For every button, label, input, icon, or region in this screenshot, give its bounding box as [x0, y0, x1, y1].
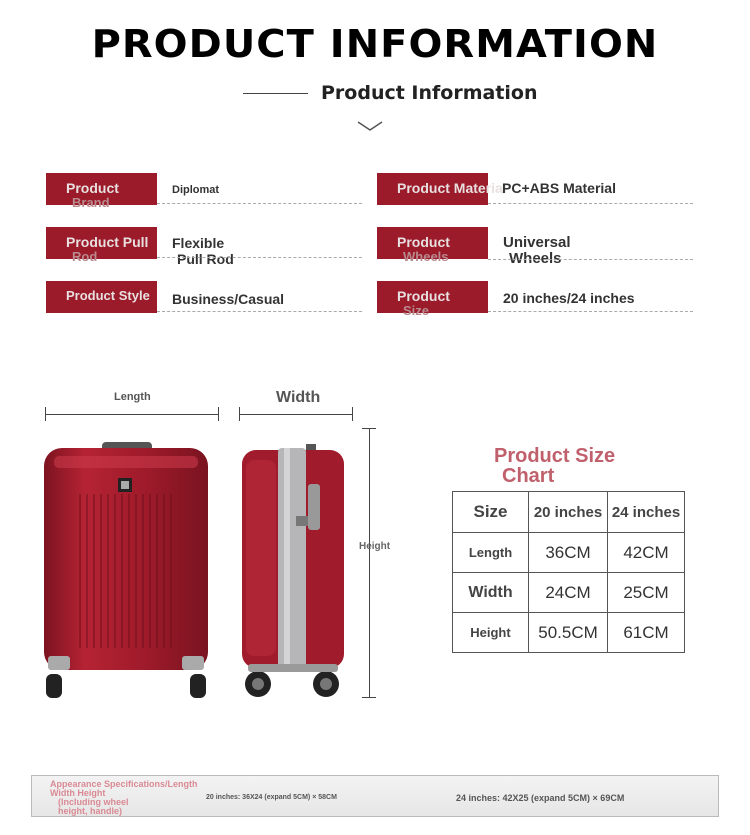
spec-material-label: Product Material [377, 173, 488, 205]
spec-divider [157, 257, 362, 258]
row-header: Length [453, 533, 529, 573]
spec-divider [488, 311, 693, 312]
appearance-spec-label: Appearance Specifications/Length Width Height (Including wheel height, handle) [50, 779, 198, 816]
section-heading [243, 82, 538, 104]
heading-rule [243, 93, 308, 94]
width-label: Width [276, 389, 321, 406]
table-cell: 50.5CM [529, 613, 608, 653]
appearance-spec-bar [31, 775, 719, 817]
spec-20-inch: 20 inches: 36X24 (expand 5CM) × 58CM [206, 794, 337, 801]
row-header: Height [453, 613, 529, 653]
table-row [453, 533, 685, 573]
table-header-cell: 24 inches [608, 492, 685, 533]
table-cell: 24CM [529, 573, 608, 613]
length-label: Length [114, 391, 151, 403]
spec-divider [488, 203, 693, 204]
table-header-cell: Size [453, 492, 529, 533]
luggage-front-image [40, 438, 212, 702]
table-header-row [453, 492, 685, 533]
table-cell: 25CM [608, 573, 685, 613]
height-indicator [362, 428, 376, 698]
spec-wheels-label: Product Wheels [377, 227, 488, 259]
table-cell: 61CM [608, 613, 685, 653]
table-header-cell: 20 inches [529, 492, 608, 533]
spec-24-inch: 24 inches: 42X25 (expand 5CM) × 69CM [456, 793, 625, 803]
spec-brand-label: Product Brand [46, 173, 157, 205]
spec-wheels-value: Universal Wheels [503, 234, 571, 267]
table-row [453, 573, 685, 613]
page-title: PRODUCT INFORMATION [91, 22, 659, 66]
luggage-side-image [240, 444, 346, 702]
size-chart-title: Product Size Chart [494, 445, 616, 487]
spec-divider [157, 311, 362, 312]
spec-size-value: 20 inches/24 inches [503, 290, 635, 306]
table-cell: 36CM [529, 533, 608, 573]
section-heading-text: Product Information [321, 82, 538, 104]
width-indicator [239, 407, 353, 421]
length-indicator [45, 407, 219, 421]
spec-style-value: Business/Casual [172, 291, 285, 307]
table-row [453, 613, 685, 653]
chevron-down-icon [356, 120, 384, 132]
spec-divider [157, 203, 362, 204]
spec-divider [488, 259, 693, 260]
spec-pull-rod-label: Product Pull Rod [46, 227, 157, 259]
row-header: Width [453, 573, 529, 613]
spec-pull-rod-value: Flexible Pull Rod [172, 235, 234, 267]
table-cell: 42CM [608, 533, 685, 573]
size-chart-table [452, 491, 685, 653]
spec-size-label: Product Size [377, 281, 488, 313]
spec-brand-value: Diplomat [172, 184, 220, 196]
height-label: Height [359, 541, 391, 552]
spec-style-label: Product Style [46, 281, 157, 313]
spec-material-value: PC+ABS Material [502, 180, 616, 196]
